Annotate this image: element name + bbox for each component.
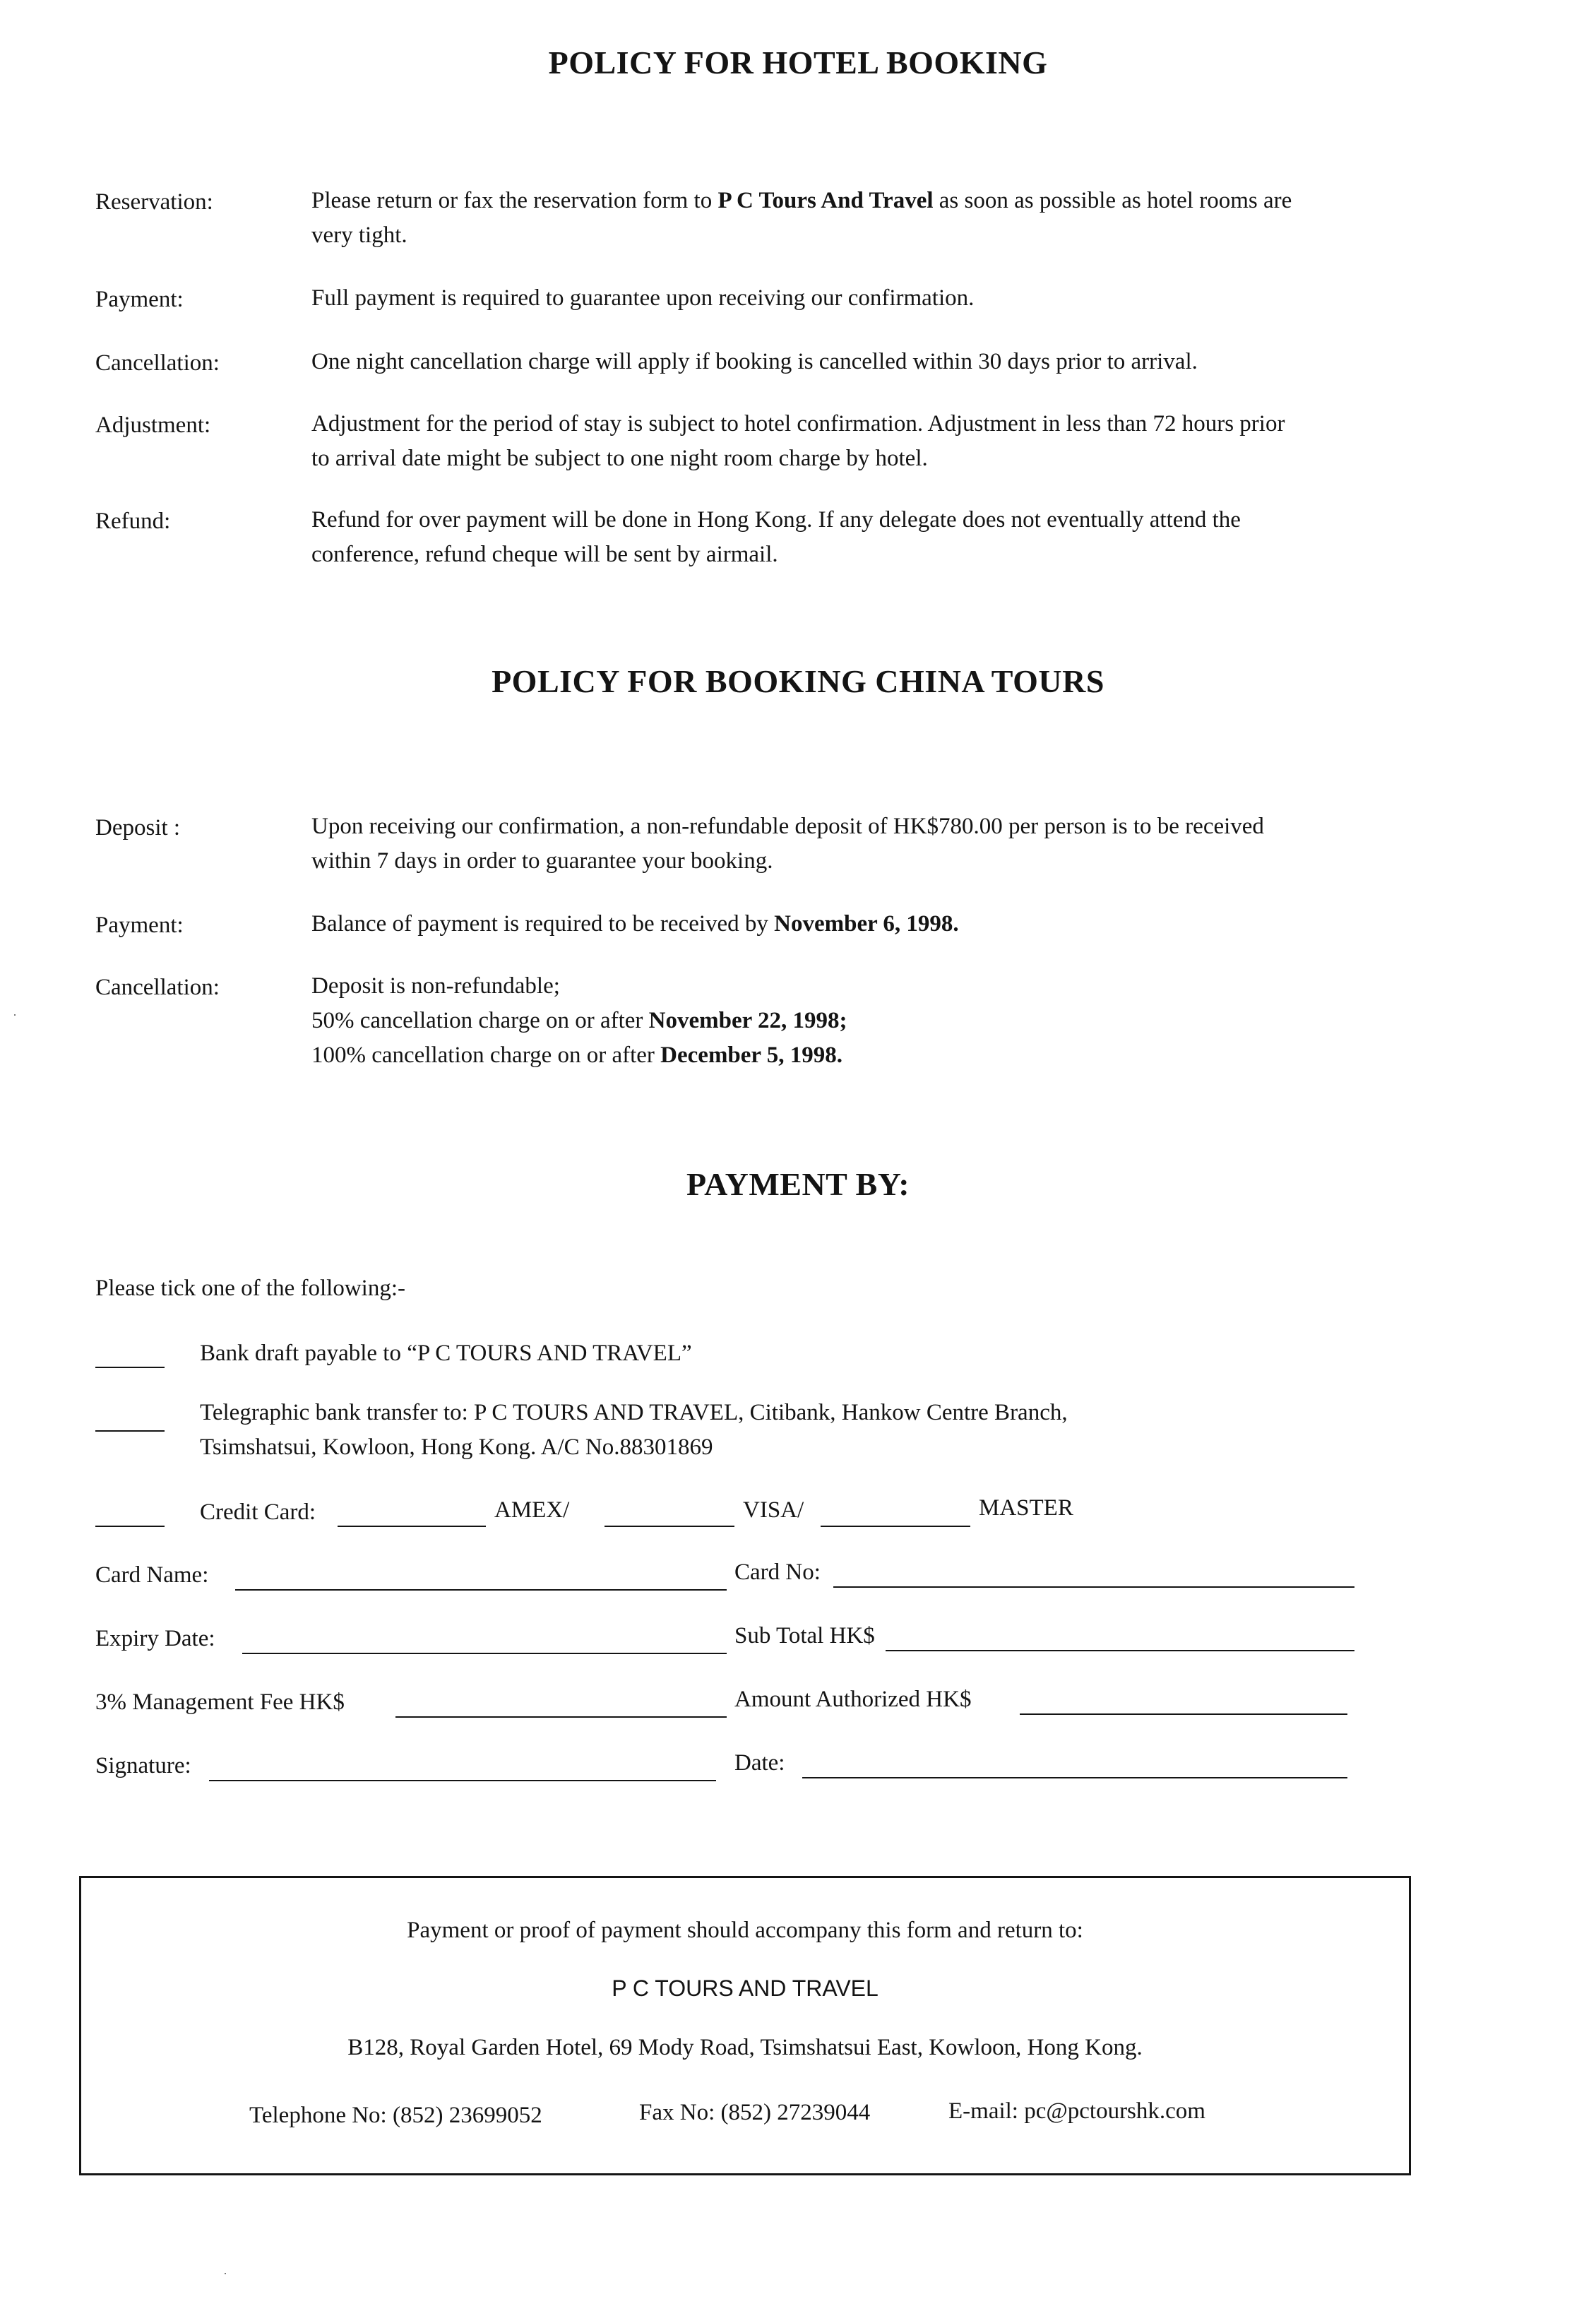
scan-speck <box>225 2273 226 2274</box>
hotel-policy-item-text-line <box>311 441 1470 476</box>
china-policy-item-text-line <box>311 809 1470 844</box>
master-label: MASTER <box>979 1495 1073 1521</box>
contact-company: P C TOURS AND TRAVEL <box>612 1976 879 2001</box>
emphasis: P C Tours And Travel <box>717 188 934 213</box>
china-tours-policy-title: POLICY FOR BOOKING CHINA TOURS <box>492 663 1104 699</box>
hotel-policy-item-text-line <box>311 345 1470 379</box>
hotel-policy-item-label: Refund: <box>95 509 171 534</box>
bank-draft-option: Bank draft payable to “P C TOURS AND TRAVEL” <box>200 1341 692 1366</box>
hotel-policy-item-text-line <box>311 281 1470 316</box>
hotel-policy-item-text-line <box>311 407 1470 441</box>
text-segment: conference, refund cheque will be sent by airmail. <box>311 542 778 567</box>
date-label: Date: <box>734 1750 785 1776</box>
contact-fax: Fax No: (852) 27239044 <box>639 2100 871 2125</box>
text-segment: very tight. <box>311 222 407 248</box>
text-segment: as soon as possible as hotel rooms are <box>933 188 1292 213</box>
hotel-policy-item-label: Payment: <box>95 287 184 312</box>
china-policy-item-label: Cancellation: <box>95 975 220 1000</box>
amount-authorized-label: Amount Authorized HK$ <box>734 1687 972 1712</box>
china-policy-item-text <box>311 907 1470 941</box>
hotel-policy-item-text <box>311 281 1470 316</box>
card-no-label: Card No: <box>734 1560 821 1585</box>
china-policy-item-label: Deposit : <box>95 815 181 840</box>
text-segment: Full payment is required to guarantee upon receiving our confirmation. <box>311 285 975 311</box>
text-segment: One night cancellation charge will apply if booking is cancelled within 30 days prior to arrival. <box>311 349 1198 374</box>
hotel-policy-title: POLICY FOR HOTEL BOOKING <box>548 44 1048 81</box>
card-name-label: Card Name: <box>95 1562 209 1588</box>
payment-by-title: PAYMENT BY: <box>686 1166 910 1202</box>
china-policy-item-text <box>311 809 1470 879</box>
hotel-policy-item-text <box>311 345 1470 379</box>
text-segment: Please return or fax the reservation form to <box>311 188 718 213</box>
contact-address: B128, Royal Garden Hotel, 69 Mody Road, Tsimshatsui East, Kowloon, Hong Kong. <box>347 2035 1143 2060</box>
emphasis: December 5, 1998. <box>660 1042 842 1068</box>
expiry-date-field[interactable] <box>242 1653 727 1654</box>
china-policy-item-text-line <box>311 907 1470 941</box>
visa-tick-blank[interactable] <box>605 1526 734 1527</box>
master-tick-blank[interactable] <box>821 1526 970 1527</box>
expiry-date-label: Expiry Date: <box>95 1626 215 1651</box>
text-segment: 100% cancellation charge on or after <box>311 1042 661 1068</box>
date-field[interactable] <box>802 1777 1347 1778</box>
sub-total-field[interactable] <box>886 1650 1354 1651</box>
signature-field[interactable] <box>209 1780 716 1781</box>
text-segment: Upon receiving our confirmation, a non-refundable deposit of HK$780.00 per person is to be received <box>311 814 1264 839</box>
sub-total-label: Sub Total HK$ <box>734 1623 875 1648</box>
hotel-policy-item-label: Reservation: <box>95 189 213 215</box>
hotel-policy-item-label: Adjustment: <box>95 412 211 438</box>
amount-authorized-field[interactable] <box>1020 1713 1347 1715</box>
telegraphic-transfer-option-line2: Tsimshatsui, Kowloon, Hong Kong. A/C No.88301869 <box>200 1434 713 1460</box>
text-segment: Refund for over payment will be done in Hong Kong. If any delegate does not eventually attend the <box>311 507 1241 533</box>
china-policy-item-label: Payment: <box>95 913 184 938</box>
visa-label: VISA/ <box>743 1497 804 1523</box>
card-name-field[interactable] <box>235 1589 727 1591</box>
text-segment: 50% cancellation charge on or after <box>311 1008 649 1033</box>
china-policy-item-text-line <box>311 1004 1470 1038</box>
text-segment: Balance of payment is required to be received by <box>311 911 775 937</box>
china-policy-item-text-line <box>311 969 1470 1004</box>
text-segment: within 7 days in order to guarantee your booking. <box>311 848 773 874</box>
telegraphic-transfer-option-line1: Telegraphic bank transfer to: P C TOURS AND TRAVEL, Citibank, Hankow Centre Branch, <box>200 1400 1068 1425</box>
text-segment: Adjustment for the period of stay is subject to hotel confirmation. Adjustment in less than 72 hours prior <box>311 411 1285 436</box>
hotel-policy-item-text <box>311 184 1470 253</box>
contact-telephone: Telephone No: (852) 23699052 <box>249 2103 542 2128</box>
contact-box <box>79 1876 1411 2175</box>
china-policy-item-text-line <box>311 1038 1470 1073</box>
emphasis: November 22, 1998; <box>648 1008 847 1033</box>
amex-tick-blank[interactable] <box>338 1526 486 1527</box>
scan-speck <box>14 1014 16 1016</box>
amex-label: AMEX/ <box>494 1497 570 1523</box>
hotel-policy-item-text-line <box>311 537 1470 572</box>
contact-note: Payment or proof of payment should accompany this form and return to: <box>407 1918 1083 1943</box>
hotel-policy-item-text <box>311 407 1470 476</box>
bank-draft-tick-blank[interactable] <box>95 1367 165 1368</box>
hotel-policy-item-text-line <box>311 218 1470 253</box>
hotel-policy-item-label: Cancellation: <box>95 350 220 376</box>
credit-card-tick-blank[interactable] <box>95 1526 165 1527</box>
management-fee-field[interactable] <box>395 1716 727 1718</box>
text-segment: Deposit is non-refundable; <box>311 973 560 999</box>
telegraphic-transfer-tick-blank[interactable] <box>95 1430 165 1432</box>
card-no-field[interactable] <box>833 1586 1354 1588</box>
payment-instruction: Please tick one of the following:- <box>95 1276 405 1301</box>
china-policy-item-text <box>311 969 1470 1073</box>
hotel-policy-item-text-line <box>311 503 1470 537</box>
credit-card-label: Credit Card: <box>200 1499 316 1525</box>
signature-label: Signature: <box>95 1753 191 1778</box>
hotel-policy-item-text-line <box>311 184 1470 218</box>
china-policy-item-text-line <box>311 844 1470 879</box>
emphasis: November 6, 1998. <box>774 911 959 937</box>
management-fee-label: 3% Management Fee HK$ <box>95 1689 345 1715</box>
text-segment: to arrival date might be subject to one night room charge by hotel. <box>311 446 928 471</box>
hotel-policy-item-text <box>311 503 1470 572</box>
contact-email: E-mail: pc@pctourshk.com <box>948 2098 1205 2124</box>
